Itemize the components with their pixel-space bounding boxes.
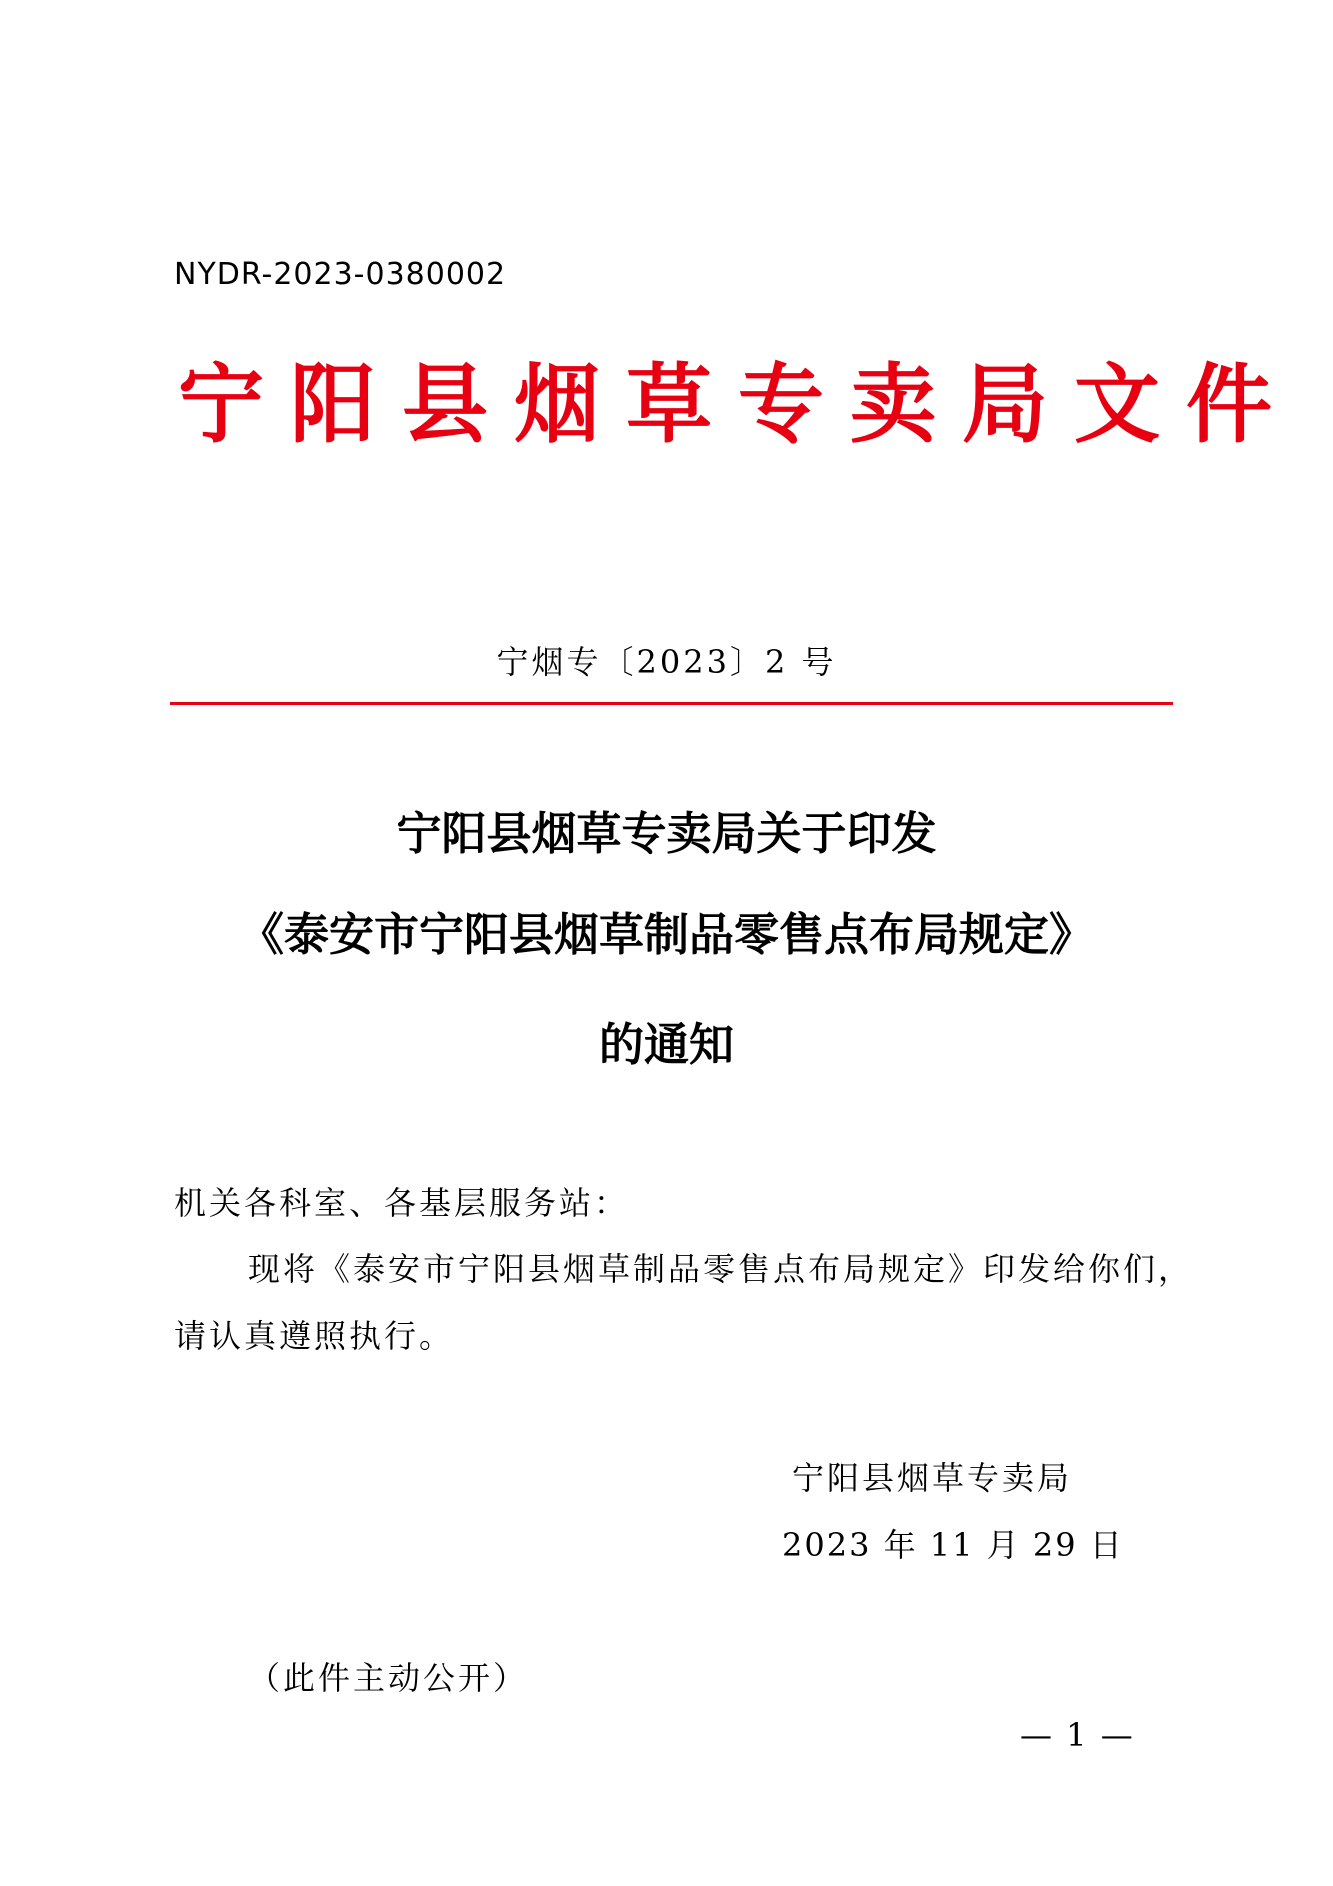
issue-date: 2023 年 11 月 29 日 [782,1526,1124,1564]
body-paragraph-line-1: 现将《泰安市宁阳县烟草制品零售点布局规定》印发给你们， [248,1250,1194,1288]
notice-title-line-2: 《泰安市宁阳县烟草制品零售点布局规定》 [238,908,1094,961]
issue-number: 宁烟专〔2023〕2 号 [496,643,837,681]
masthead-title: 宁阳县烟草专卖局文件 [178,354,1298,455]
notice-title-line-3: 的通知 [598,1018,734,1071]
page-number: — 1 — [1020,1716,1135,1754]
red-divider-rule [170,702,1173,705]
notice-title-line-1: 宁阳县烟草专卖局关于印发 [396,807,937,860]
document-code: NYDR-2023-0380002 [174,257,507,292]
issuing-authority: 宁阳县烟草专卖局 [792,1459,1073,1497]
body-paragraph-line-2: 请认真遵照执行。 [174,1317,455,1355]
disclosure-note: （此件主动公开） [248,1659,529,1697]
salutation: 机关各科室、各基层服务站： [174,1184,630,1222]
